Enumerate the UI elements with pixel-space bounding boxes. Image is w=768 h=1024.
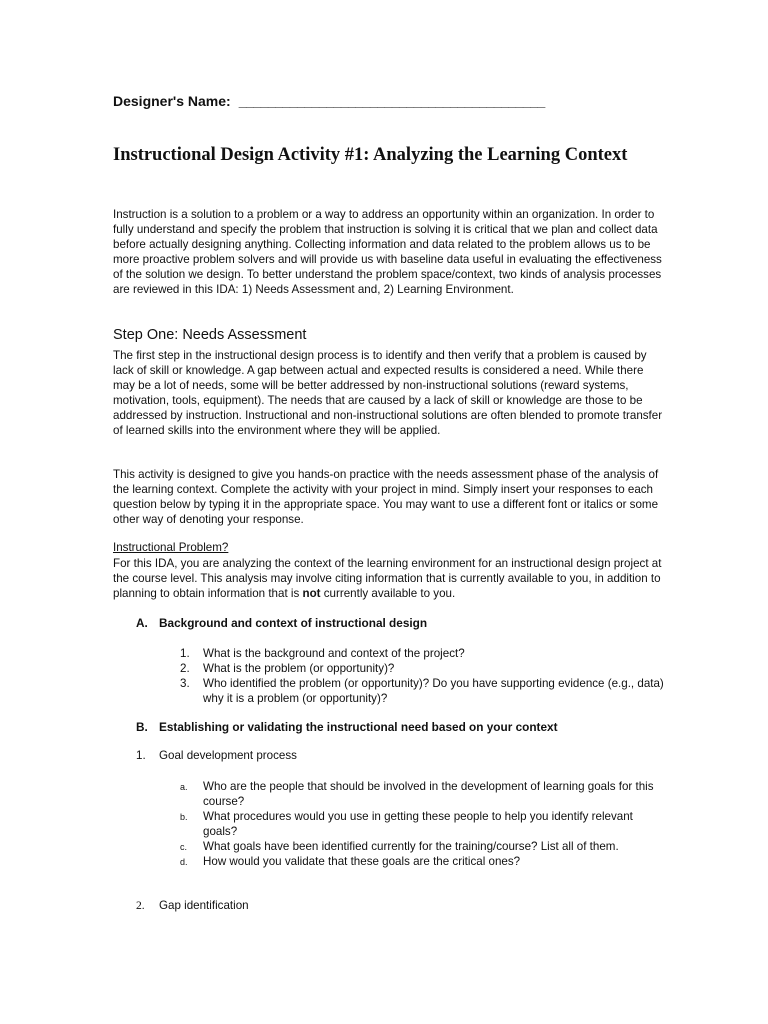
list-item-text: How would you validate that these goals are the critical ones? <box>203 855 521 868</box>
gap-identification-number: 2. <box>136 899 145 912</box>
section-b-letter: B. <box>136 720 148 734</box>
step-one-text-1: The first step in the instructional design process is to identify and then verify that a problem is caused by lack of skill or knowledge. A gap between actual and expected results is considered a need. While there may be a lot of needs, some will be better addressed by non-instructional solutions (reward systems, motivation, tools, equipment). The needs that are caused by a lack of skill or knowledge are those to be addressed by instruction. Instructional and non-instructional solutions are often blended to promote transfer of learned skills into the environment where they will be applied. <box>113 349 663 437</box>
instructional-problem-heading: Instructional Problem? <box>113 541 229 554</box>
list-item-letter: b. <box>180 812 188 822</box>
problem-text-before: For this IDA, you are analyzing the context of the learning environment for an instructional design project at the course level. This analysis may involve citing information that is currently available to you, in addition to planning to obtain information that is <box>113 557 662 600</box>
document-title: Instructional Design Activity #1: Analyzing the Learning Context <box>113 145 628 165</box>
step-one-paragraph-2 <box>113 467 663 527</box>
list-item <box>180 661 670 676</box>
section-b-title: Establishing or validating the instructional need based on your context <box>159 720 558 734</box>
intro-text: Instruction is a solution to a problem or a way to address an opportunity within an organization. In order to fully understand and specify the problem that instruction is solving it is critical that we plan and collect data before actually designing anything. Collecting information and data related to the problem allows us to be more proactive problem solvers and will provide us with baseline data useful in evaluating the effectiveness of the solution we design. To better understand the problem space/context, two kinds of analysis processes are reviewed in this IDA: 1) Needs Assessment and, 2) Learning Environment. <box>113 208 662 296</box>
list-item-text: What is the background and context of the project? <box>203 647 465 660</box>
designer-name-blank: __________________________________________ <box>238 93 545 109</box>
gap-identification-label: Gap identification <box>159 899 249 912</box>
list-item-text: What procedures would you use in getting these people to help you identify relevant goals? <box>203 810 633 838</box>
designer-name-line <box>113 93 545 109</box>
list-item-letter: d. <box>180 857 188 867</box>
instructional-problem-paragraph <box>113 556 663 601</box>
designer-name-label: Designer's Name: <box>113 93 231 109</box>
step-one-heading: Step One: Needs Assessment <box>113 327 307 343</box>
instructional-problem-text <box>113 556 663 601</box>
list-item-number: 2. <box>180 662 190 675</box>
goal-development-label: Goal development process <box>159 749 297 762</box>
intro-paragraph <box>113 207 663 297</box>
list-item <box>180 839 670 854</box>
goal-development-list <box>180 779 670 869</box>
goal-development-number: 1. <box>136 749 146 762</box>
problem-text-bold: not <box>302 587 321 600</box>
gap-identification-heading <box>136 899 249 912</box>
list-item-number: 1. <box>180 647 190 660</box>
list-item <box>180 809 670 839</box>
list-item-number: 3. <box>180 677 190 690</box>
problem-text-after: currently available to you. <box>320 587 456 600</box>
list-item <box>180 854 670 869</box>
goal-development-heading <box>136 749 297 762</box>
section-a-letter: A. <box>136 616 148 630</box>
list-item-letter: c. <box>180 842 188 852</box>
section-a-title: Background and context of instructional design <box>159 616 428 630</box>
section-b-heading <box>136 720 558 734</box>
list-item-letter: a. <box>180 782 188 792</box>
list-item <box>180 676 670 706</box>
list-item-text: Who identified the problem (or opportunity)? Do you have supporting evidence (e.g., data) why it is a problem (or opportunity)? <box>203 677 664 705</box>
list-item-text: What goals have been identified currently for the training/course? List all of them. <box>203 840 619 853</box>
step-one-text-2: This activity is designed to give you hands-on practice with the needs assessment phase of the analysis of the learning context. Complete the activity with your project in mind. Simply insert your responses to each question below by typing it in the appropriate space. You may want to use a different font or italics or some other way of denoting your response. <box>113 468 659 526</box>
list-item <box>180 646 670 661</box>
list-item-text: Who are the people that should be involved in the development of learning goals for this course? <box>203 780 654 808</box>
section-a-list <box>180 646 670 706</box>
list-item <box>180 779 670 809</box>
step-one-paragraph-1 <box>113 348 663 438</box>
section-a-heading <box>136 616 427 630</box>
list-item-text: What is the problem (or opportunity)? <box>203 662 395 675</box>
